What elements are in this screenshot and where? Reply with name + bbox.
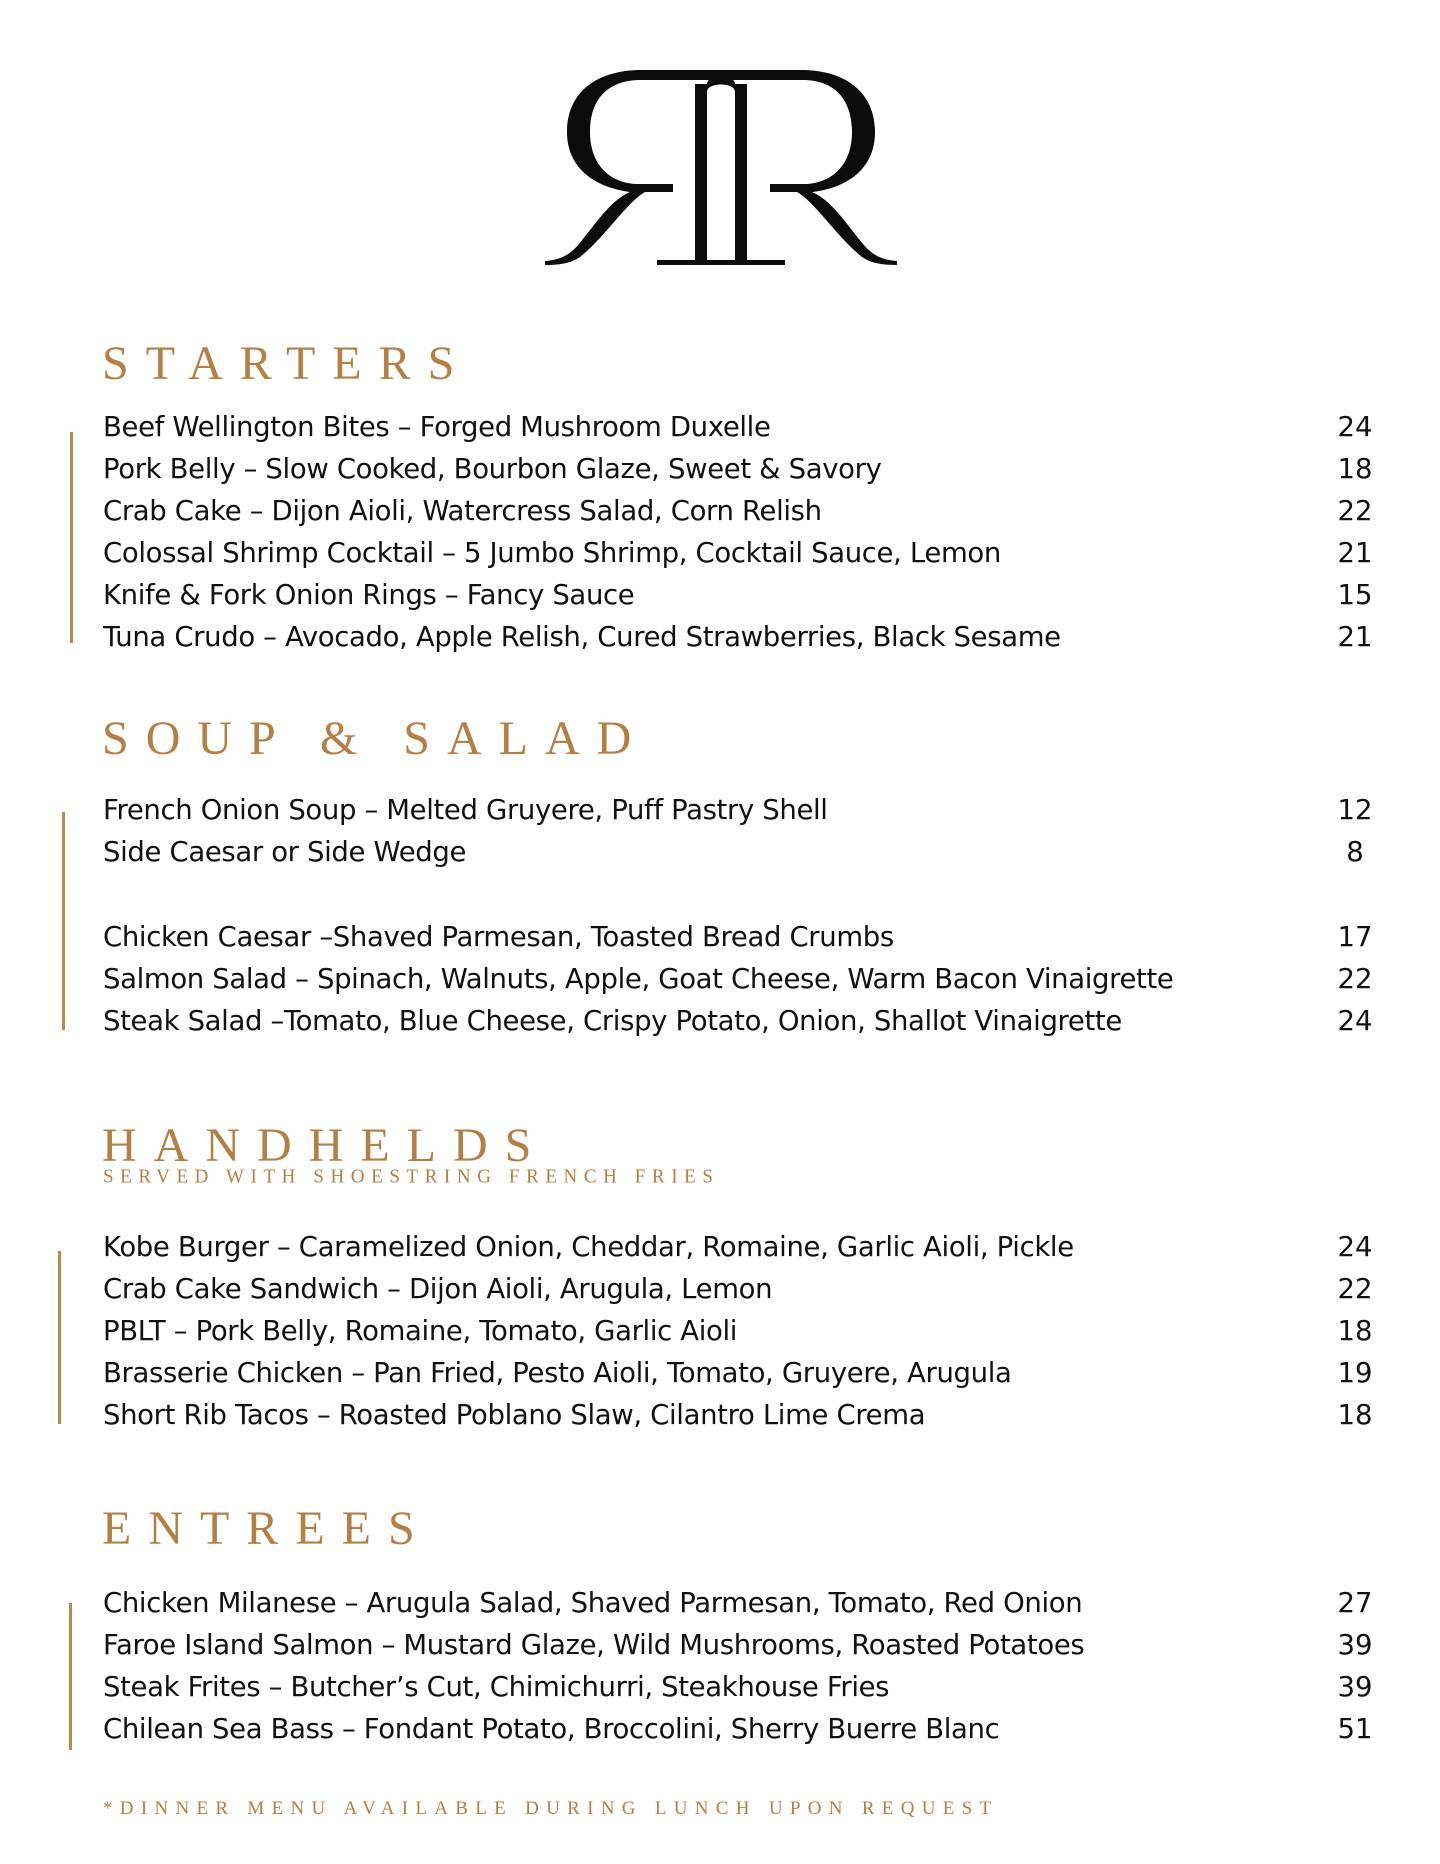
menu-item xyxy=(103,490,1393,532)
menu-item xyxy=(103,1582,1393,1624)
menu-item-name: Pork Belly – Slow Cooked, Bourbon Glaze, Sweet & Savory xyxy=(103,453,882,485)
menu-item-price: 21 xyxy=(1337,621,1373,653)
menu-item xyxy=(103,789,1393,831)
menu-item-name: Knife & Fork Onion Rings – Fancy Sauce xyxy=(103,579,635,611)
menu-item-name: Chicken Caesar –Shaved Parmesan, Toasted Bread Crumbs xyxy=(103,921,894,953)
menu-item xyxy=(103,916,1393,958)
menu-item-price: 19 xyxy=(1337,1357,1373,1389)
menu-item-name: Steak Frites – Butcher’s Cut, Chimichurri, Steakhouse Fries xyxy=(103,1671,890,1703)
menu-item-name: Tuna Crudo – Avocado, Apple Relish, Cured Strawberries, Black Sesame xyxy=(103,621,1061,653)
menu-item-price: 24 xyxy=(1337,1231,1373,1263)
menu-item-price: 18 xyxy=(1337,1399,1373,1431)
menu-item xyxy=(103,1666,1393,1708)
menu-item xyxy=(103,616,1393,658)
menu-item xyxy=(103,1708,1393,1750)
menu-item-name: Steak Salad –Tomato, Blue Cheese, Crispy Potato, Onion, Shallot Vinaigrette xyxy=(103,1005,1122,1037)
menu-item-name: Crab Cake Sandwich – Dijon Aioli, Arugula, Lemon xyxy=(103,1273,773,1305)
section-title-entrees: ENTREES xyxy=(102,1502,432,1555)
menu-item-price: 18 xyxy=(1337,1315,1373,1347)
section-title-soup-salad: SOUP & SALAD xyxy=(102,712,649,765)
menu-item-name: French Onion Soup – Melted Gruyere, Puff Pastry Shell xyxy=(103,794,828,826)
menu-item xyxy=(103,1394,1393,1436)
menu-item-price: 51 xyxy=(1337,1713,1373,1745)
menu-item xyxy=(103,532,1393,574)
menu-item-price: 27 xyxy=(1337,1587,1373,1619)
menu-item-name: Chilean Sea Bass – Fondant Potato, Broccolini, Sherry Buerre Blanc xyxy=(103,1713,1000,1745)
menu-item-name: Colossal Shrimp Cocktail – 5 Jumbo Shrimp, Cocktail Sauce, Lemon xyxy=(103,537,1001,569)
menu-item-price: 18 xyxy=(1337,453,1373,485)
menu-item-price: 15 xyxy=(1337,579,1373,611)
menu-item-name: Brasserie Chicken – Pan Fried, Pesto Aioli, Tomato, Gruyere, Arugula xyxy=(103,1357,1012,1389)
menu-item xyxy=(103,1226,1393,1268)
menu-item xyxy=(103,1268,1393,1310)
menu-item-name: Kobe Burger – Caramelized Onion, Cheddar, Romaine, Garlic Aioli, Pickle xyxy=(103,1231,1074,1263)
section-title-starters: STARTERS xyxy=(102,337,472,390)
menu-item-name: Salmon Salad – Spinach, Walnuts, Apple, Goat Cheese, Warm Bacon Vinaigrette xyxy=(103,963,1174,995)
menu-item-name: Crab Cake – Dijon Aioli, Watercress Salad, Corn Relish xyxy=(103,495,822,527)
menu-item-price: 21 xyxy=(1337,537,1373,569)
menu-item-price: 12 xyxy=(1337,794,1373,826)
menu-item xyxy=(103,448,1393,490)
menu-item xyxy=(103,1624,1393,1666)
menu-item-price: 17 xyxy=(1337,921,1373,953)
footer-note: *DINNER MENU AVAILABLE DURING LUNCH UPON REQUEST xyxy=(103,1798,999,1819)
menu-item-price: 24 xyxy=(1337,1005,1373,1037)
menu-item-name: Chicken Milanese – Arugula Salad, Shaved Parmesan, Tomato, Red Onion xyxy=(103,1587,1083,1619)
menu-item-price: 24 xyxy=(1337,411,1373,443)
menu-item-price: 22 xyxy=(1337,963,1373,995)
section-subtitle-handhelds: SERVED WITH SHOESTRING FRENCH FRIES xyxy=(103,1165,720,1188)
menu-item-price: 8 xyxy=(1346,836,1364,868)
menu-item-name: Beef Wellington Bites – Forged Mushroom Duxelle xyxy=(103,411,771,443)
menu-item xyxy=(103,958,1393,1000)
section-accent-bar xyxy=(62,812,65,1030)
section-accent-bar xyxy=(69,1603,72,1750)
menu-item xyxy=(103,1352,1393,1394)
menu-item-name: Short Rib Tacos – Roasted Poblano Slaw, Cilantro Lime Crema xyxy=(103,1399,926,1431)
menu-item xyxy=(103,406,1393,448)
menu-item xyxy=(103,574,1393,616)
menu-item xyxy=(103,831,1393,873)
rr-monogram-logo-icon xyxy=(545,62,897,268)
menu-item-price: 22 xyxy=(1337,495,1373,527)
section-accent-bar xyxy=(58,1251,61,1424)
menu-item-price: 39 xyxy=(1337,1671,1373,1703)
menu-item-price: 22 xyxy=(1337,1273,1373,1305)
menu-item-name: Faroe Island Salmon – Mustard Glaze, Wild Mushrooms, Roasted Potatoes xyxy=(103,1629,1085,1661)
section-accent-bar xyxy=(70,432,73,643)
menu-item xyxy=(103,1310,1393,1352)
menu-item-name: PBLT – Pork Belly, Romaine, Tomato, Garlic Aioli xyxy=(103,1315,738,1347)
section-title-handhelds: HANDHELDS xyxy=(102,1119,549,1172)
menu-item-name: Side Caesar or Side Wedge xyxy=(103,836,467,868)
menu-item xyxy=(103,1000,1393,1042)
menu-item-price: 39 xyxy=(1337,1629,1373,1661)
